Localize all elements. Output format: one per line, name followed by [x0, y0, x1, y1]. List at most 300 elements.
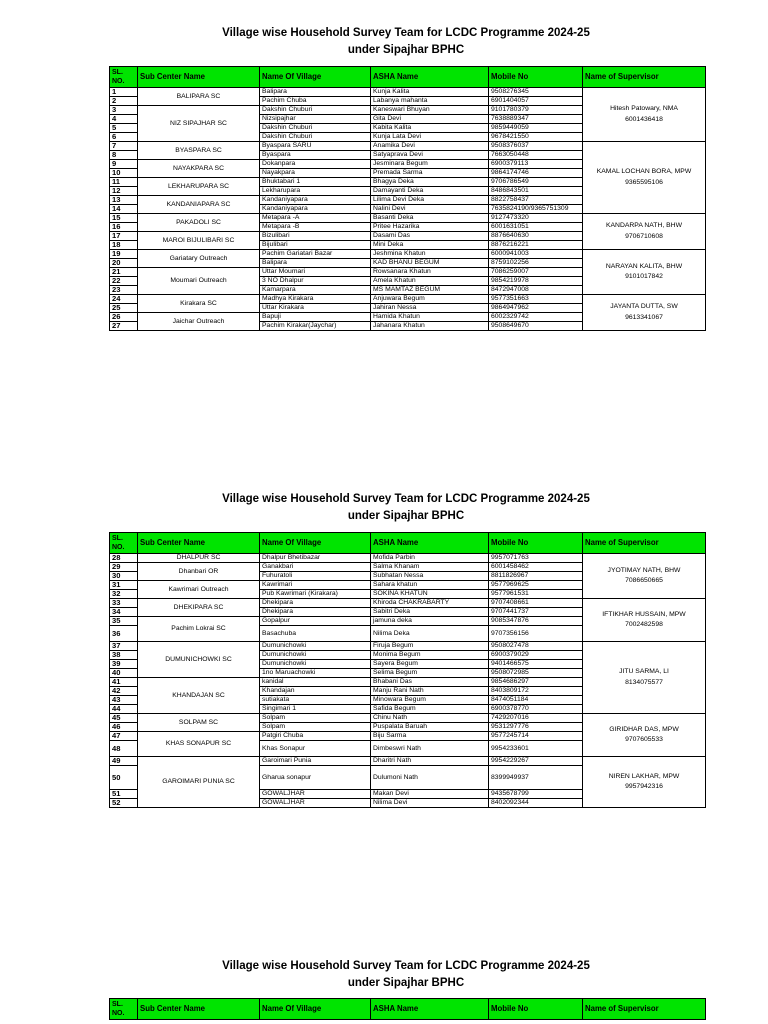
header-sl-no: SL. NO. [110, 999, 138, 1020]
supervisor-name: KAMAL LOCHAN BORA, MPW [596, 168, 692, 175]
supervisor-name: GIRIDHAR DAS, MPW [609, 725, 679, 733]
village-name: Dumunichowki [260, 651, 371, 660]
mobile-number: 9854219978 [489, 277, 583, 286]
sl-number: 19 [110, 250, 138, 259]
village-name: Pachim Chuba [260, 97, 371, 106]
supervisor-name: Hitesh Patowary, NMA [610, 105, 678, 112]
mobile-number: 8811826967 [489, 572, 583, 581]
asha-name: Sayera Begum [371, 660, 489, 669]
supervisor-cell [583, 642, 706, 714]
village-name: Bapuji [260, 313, 371, 322]
village-name: Madhya Kirakara [260, 295, 371, 304]
sl-number: 18 [110, 241, 138, 250]
table-row [110, 142, 706, 151]
survey-table-2 [109, 532, 706, 808]
mobile-number: 9954229267 [489, 757, 583, 766]
asha-name: Pritee Hazarika [371, 223, 489, 232]
mobile-number: 9508649670 [489, 322, 583, 331]
mobile-number: 8402092344 [489, 799, 583, 808]
mobile-number: 9859449059 [489, 124, 583, 133]
mobile-number: 9508027478 [489, 642, 583, 651]
village-name: Byaspara [260, 151, 371, 160]
sl-number: 52 [110, 799, 138, 808]
sl-number: 36 [110, 626, 138, 642]
sub-center-name: NAYAKPARA SC [138, 160, 260, 178]
sl-number: 12 [110, 187, 138, 196]
sub-center-name: PAKADOLI SC [138, 214, 260, 232]
mobile-number: 9508276345 [489, 88, 583, 97]
sl-number: 14 [110, 205, 138, 214]
mobile-number: 9508072985 [489, 669, 583, 678]
mobile-number: 6900379113 [489, 160, 583, 169]
header-sl-no: SL. NO. [110, 67, 138, 88]
sl-number: 21 [110, 268, 138, 277]
table-row [110, 599, 706, 608]
sub-center-name: NIZ SIPAJHAR SC [138, 106, 260, 142]
supervisor-cell [583, 554, 706, 599]
village-name: Dakshin Chuburi [260, 106, 371, 115]
asha-name: Mofida Parbin [371, 554, 489, 563]
village-name: Gopalpur [260, 617, 371, 626]
section-3-title-line2: under Sipajhar BPHC [347, 977, 465, 989]
sl-number: 13 [110, 196, 138, 205]
sl-number: 16 [110, 223, 138, 232]
asha-name: Jesminara Begum [371, 160, 489, 169]
sub-center-name: Kawrimari Outreach [138, 581, 260, 599]
supervisor-cell [583, 250, 706, 295]
sl-number: 31 [110, 581, 138, 590]
village-name: GOWALJHAR [260, 790, 371, 799]
asha-name: Dulumoni Nath [371, 766, 489, 790]
sl-number: 40 [110, 669, 138, 678]
village-name: Dokanpara [260, 160, 371, 169]
sl-number: 49 [110, 757, 138, 766]
sl-number: 43 [110, 696, 138, 705]
section-1-title-line1: Village wise Household Survey Team for LCDC Programme 2024-25 [222, 27, 590, 39]
asha-name: Premada Sarma [371, 169, 489, 178]
sl-number: 20 [110, 259, 138, 268]
village-name: kanidal [260, 678, 371, 687]
sl-number: 22 [110, 277, 138, 286]
sub-center-name: Moumari Outreach [138, 268, 260, 295]
asha-name: MS MAMTAZ BEGUM [371, 286, 489, 295]
supervisor-phone: 6001436418 [625, 115, 663, 123]
sub-center-name: DHALPUR SC [138, 554, 260, 563]
village-name: Balipara [260, 88, 371, 97]
header-supervisor: Name of Supervisor [583, 999, 706, 1020]
mobile-number: 8822758437 [489, 196, 583, 205]
section-2-title-line1: Village wise Household Survey Team for LCDC Programme 2024-25 [222, 493, 590, 505]
header-mobile: Mobile No [489, 533, 583, 554]
mobile-number: 7663050448 [489, 151, 583, 160]
sub-center-name: Pachim Lokrai SC [138, 617, 260, 642]
asha-name: Salma Khanam [371, 563, 489, 572]
asha-name: Gita Devi [371, 115, 489, 124]
asha-name: Satyaprava Devi [371, 151, 489, 160]
supervisor-cell [583, 714, 706, 757]
supervisor-name: KANDARPA NATH, BHW [605, 222, 683, 229]
mobile-number: 9864174746 [489, 169, 583, 178]
mobile-number: 9101780379 [489, 106, 583, 115]
village-name: Patgiri Chuba [260, 732, 371, 741]
sl-number: 27 [110, 322, 138, 331]
supervisor-phone: 9957942316 [625, 783, 663, 790]
village-name: Kandaniyapara [260, 205, 371, 214]
asha-name: KAD BHANU BEGUM [371, 259, 489, 268]
supervisor-cell [583, 757, 706, 808]
mobile-number: 9508376037 [489, 142, 583, 151]
header-supervisor: Name of Supervisor [583, 67, 706, 88]
header-sub-center: Sub Center Name [138, 999, 260, 1020]
asha-name: Nilima Devi [371, 799, 489, 808]
sl-number: 51 [110, 790, 138, 799]
sub-center-name: KHANDAJAN SC [138, 678, 260, 714]
village-name: Metapara -B [260, 223, 371, 232]
village-name: Byaspara SARU [260, 142, 371, 151]
village-name: Uttar Kirakara [260, 304, 371, 313]
mobile-number: 6900378770 [489, 705, 583, 714]
supervisor-cell [583, 88, 706, 142]
village-name: Gharua sonapur [260, 766, 371, 790]
table-row [110, 642, 706, 651]
village-name: Balipara [260, 259, 371, 268]
asha-name: Puspalata Baruah [371, 723, 489, 732]
sl-number: 3 [110, 106, 138, 115]
village-name: Bizulibari [260, 232, 371, 241]
mobile-number: 9957071763 [489, 554, 583, 563]
header-village: Name Of Village [260, 533, 371, 554]
asha-name: Lilima Devi Deka [371, 196, 489, 205]
village-name: Singimari 1 [260, 705, 371, 714]
asha-name: Nilima Deka [371, 626, 489, 642]
mobile-number: 8403809172 [489, 687, 583, 696]
sl-number: 45 [110, 714, 138, 723]
village-name: sutiakata [260, 696, 371, 705]
sub-center-name: KHAS SONAPUR SC [138, 732, 260, 757]
supervisor-phone: 8134075577 [625, 678, 663, 686]
village-name: Nayakpara [260, 169, 371, 178]
mobile-number: 8399949937 [489, 766, 583, 790]
mobile-number: 9577245714 [489, 732, 583, 741]
mobile-number: 9707408661 [489, 599, 583, 608]
sub-center-name: BYASPARA SC [138, 142, 260, 160]
asha-name: Sahara khatun [371, 581, 489, 590]
village-name: Bijulibari [260, 241, 371, 250]
asha-name: Makan Devi [371, 790, 489, 799]
asha-name: Basanti Deka [371, 214, 489, 223]
header-village: Name Of Village [260, 67, 371, 88]
village-name: Pachim Kirakar(Jaychar) [260, 322, 371, 331]
village-name: Lekharupara [260, 187, 371, 196]
village-name: Basachuba [260, 626, 371, 642]
asha-name: Sabitri Deka [371, 608, 489, 617]
mobile-number: 9707441737 [489, 608, 583, 617]
asha-name: jamuna deka [371, 617, 489, 626]
section-2-title [0, 491, 768, 525]
mobile-number: 6001458462 [489, 563, 583, 572]
section-3-title-line1: Village wise Household Survey Team for LCDC Programme 2024-25 [222, 960, 590, 972]
asha-name: Minowara Begum [371, 696, 489, 705]
village-name: Bhuktabari 1 [260, 178, 371, 187]
sl-number: 32 [110, 590, 138, 599]
sl-number: 7 [110, 142, 138, 151]
village-name: GOWALJHAR [260, 799, 371, 808]
sl-number: 35 [110, 617, 138, 626]
sub-center-name: GAROIMARI PUNIA SC [138, 757, 260, 808]
supervisor-phone: 9707605533 [625, 736, 663, 743]
header-supervisor: Name of Supervisor [583, 533, 706, 554]
mobile-number: 8876640630 [489, 232, 583, 241]
mobile-number: 6001631051 [489, 223, 583, 232]
village-name: Dumunichowki [260, 642, 371, 651]
survey-table-3 [109, 998, 706, 1020]
asha-name: Bhabani Das [371, 678, 489, 687]
asha-name: Firuja Begum [371, 642, 489, 651]
asha-name: Rowsanara Khatun [371, 268, 489, 277]
sl-number: 38 [110, 651, 138, 660]
sl-number: 9 [110, 160, 138, 169]
village-name: Ganakbari [260, 563, 371, 572]
village-name: Garoimari Punia [260, 757, 371, 766]
village-name: Dhekipara [260, 608, 371, 617]
asha-name: Safida Begum [371, 705, 489, 714]
sl-number: 5 [110, 124, 138, 133]
supervisor-cell [583, 142, 706, 214]
asha-name: Jahiran Nessa [371, 304, 489, 313]
mobile-number: 9127473320 [489, 214, 583, 223]
sl-number: 33 [110, 599, 138, 608]
asha-name: Jahanara Khatun [371, 322, 489, 331]
sl-number: 34 [110, 608, 138, 617]
mobile-number: 9854686297 [489, 678, 583, 687]
village-name: Khas Sonapur [260, 741, 371, 757]
sl-number: 44 [110, 705, 138, 714]
asha-name: Mini Deka [371, 241, 489, 250]
sl-number: 30 [110, 572, 138, 581]
sl-number: 1 [110, 88, 138, 97]
supervisor-phone: 9613341067 [625, 313, 663, 321]
section-1-title [0, 25, 768, 59]
sl-number: 26 [110, 313, 138, 322]
supervisor-name: JITU SARMA, LI [619, 668, 669, 675]
sl-number: 24 [110, 295, 138, 304]
section-2-title-line2: under Sipajhar BPHC [347, 510, 465, 522]
supervisor-cell [583, 295, 706, 331]
header-asha: ASHA Name [371, 67, 489, 88]
sl-number: 15 [110, 214, 138, 223]
mobile-number: 8472947008 [489, 286, 583, 295]
supervisor-cell [583, 214, 706, 250]
mobile-number: 8474051184 [489, 696, 583, 705]
supervisor-name: JYOTIMAY NATH, BHW [607, 566, 681, 574]
header-mobile: Mobile No [489, 999, 583, 1020]
asha-name: Chinu Nath [371, 714, 489, 723]
asha-name: Anamika Devi [371, 142, 489, 151]
supervisor-name: IFTIKHAR HUSSAIN, MPW [602, 610, 686, 618]
asha-name: Khiroda CHAKRABARTY [371, 599, 489, 608]
mobile-number: 6000941003 [489, 250, 583, 259]
sl-number: 11 [110, 178, 138, 187]
supervisor-name: JAYANTA DUTTA, SW [610, 303, 678, 310]
asha-name: Dharitri Nath [371, 757, 489, 766]
sl-number: 48 [110, 741, 138, 757]
village-name: Solpam [260, 714, 371, 723]
sub-center-name: DUMUNICHOWKI SC [138, 642, 260, 678]
header-asha: ASHA Name [371, 999, 489, 1020]
village-name: Dakshin Chuburi [260, 124, 371, 133]
mobile-number: 9864947962 [489, 304, 583, 313]
sl-number: 2 [110, 97, 138, 106]
mobile-number: 6901404057 [489, 97, 583, 106]
village-name: Nizsipajhar [260, 115, 371, 124]
village-name: Kawrimari [260, 581, 371, 590]
supervisor-cell [583, 599, 706, 642]
asha-name: Damayanti Deka [371, 187, 489, 196]
mobile-number: 7638889347 [489, 115, 583, 124]
table-row [110, 757, 706, 766]
sub-center-name: MAROI BIJULIBARI SC [138, 232, 260, 250]
header-sub-center: Sub Center Name [138, 67, 260, 88]
supervisor-phone: 9365595106 [625, 178, 663, 186]
header-village: Name Of Village [260, 999, 371, 1020]
village-name: Dakshin Chuburi [260, 133, 371, 142]
header-row [110, 67, 706, 88]
sl-number: 46 [110, 723, 138, 732]
asha-name: Jeshmina Khatun [371, 250, 489, 259]
mobile-number: 6900379029 [489, 651, 583, 660]
sub-center-name: KANDANIAPARA SC [138, 196, 260, 214]
mobile-number: 9706786549 [489, 178, 583, 187]
header-sub-center: Sub Center Name [138, 533, 260, 554]
table-row [110, 554, 706, 563]
section-3-title [0, 958, 768, 992]
asha-name: SOKINA KHATUN [371, 590, 489, 599]
mobile-number: 9707356156 [489, 626, 583, 642]
mobile-number: 7635824190/9365751309 [489, 205, 583, 214]
supervisor-phone: 9101017842 [625, 273, 663, 280]
sl-number: 29 [110, 563, 138, 572]
sl-number: 39 [110, 660, 138, 669]
table-row [110, 214, 706, 223]
asha-name: Biju Sarma [371, 732, 489, 741]
table-row [110, 250, 706, 259]
mobile-number: 9577969625 [489, 581, 583, 590]
asha-name: Kaneswari Bhuyan [371, 106, 489, 115]
village-name: 3 NO Dhalpur [260, 277, 371, 286]
table-row [110, 714, 706, 723]
mobile-number: 9401466575 [489, 660, 583, 669]
sl-number: 17 [110, 232, 138, 241]
sl-number: 41 [110, 678, 138, 687]
mobile-number: 8876216221 [489, 241, 583, 250]
asha-name: Kunja Lata Devi [371, 133, 489, 142]
mobile-number: 9678421550 [489, 133, 583, 142]
mobile-number: 8759102256 [489, 259, 583, 268]
village-name: Pachim Gariatari Bazar [260, 250, 371, 259]
mobile-number: 9085347876 [489, 617, 583, 626]
asha-name: Manju Rani Nath [371, 687, 489, 696]
supervisor-name: NIREN LAKHAR, MPW [608, 772, 680, 780]
header-row [110, 533, 706, 554]
village-name: Khandajan [260, 687, 371, 696]
sl-number: 23 [110, 286, 138, 295]
asha-name: Anjuwara Begum [371, 295, 489, 304]
village-name: Kandaniyapara [260, 196, 371, 205]
sub-center-name: Jaichar Outreach [138, 313, 260, 331]
table-row [110, 88, 706, 97]
asha-name: Hamida Khatun [371, 313, 489, 322]
asha-name: Dasami Das [371, 232, 489, 241]
mobile-number: 9954233601 [489, 741, 583, 757]
asha-name: Monima Begum [371, 651, 489, 660]
table-row [110, 295, 706, 304]
sub-center-name: Dhanbari OR [138, 563, 260, 581]
village-name: Pub Kawrimari (Kirakara) [260, 590, 371, 599]
mobile-number: 7429207016 [489, 714, 583, 723]
sub-center-name: Kirakara SC [138, 295, 260, 313]
header-mobile: Mobile No [489, 67, 583, 88]
village-name: Dhekipara [260, 599, 371, 608]
mobile-number: 9435678799 [489, 790, 583, 799]
mobile-number: 8486843501 [489, 187, 583, 196]
mobile-number: 9577961531 [489, 590, 583, 599]
sl-number: 4 [110, 115, 138, 124]
village-name: 1no Maruachowki [260, 669, 371, 678]
village-name: Dhalpur Bhetibazar [260, 554, 371, 563]
survey-table-1 [109, 66, 706, 331]
asha-name: Kunja Kalita [371, 88, 489, 97]
mobile-number: 7086259007 [489, 268, 583, 277]
header-asha: ASHA Name [371, 533, 489, 554]
sl-number: 47 [110, 732, 138, 741]
supervisor-phone: 7086650665 [625, 577, 663, 584]
asha-name: Kabita Kalita [371, 124, 489, 133]
mobile-number: 6002329742 [489, 313, 583, 322]
asha-name: Nalini Devi [371, 205, 489, 214]
mobile-number: 9531297776 [489, 723, 583, 732]
village-name: Solpam [260, 723, 371, 732]
asha-name: Dimbeswri Nath [371, 741, 489, 757]
sl-number: 28 [110, 554, 138, 563]
asha-name: Amela Khatun [371, 277, 489, 286]
header-row [110, 999, 706, 1020]
sub-center-name: SOLPAM SC [138, 714, 260, 732]
mobile-number: 9577351663 [489, 295, 583, 304]
header-sl-no: SL. NO. [110, 533, 138, 554]
asha-name: Subhatan Nessa [371, 572, 489, 581]
sl-number: 25 [110, 304, 138, 313]
section-1-title-line2: under Sipajhar BPHC [347, 44, 465, 56]
sl-number: 10 [110, 169, 138, 178]
sub-center-name: DHEKIPARA SC [138, 599, 260, 617]
village-name: Dumunichowki [260, 660, 371, 669]
sub-center-name: LEKHARUPARA SC [138, 178, 260, 196]
supervisor-phone: 9706710608 [625, 232, 663, 240]
sl-number: 42 [110, 687, 138, 696]
supervisor-phone: 7002482598 [625, 621, 663, 628]
sl-number: 50 [110, 766, 138, 790]
asha-name: Bhagya Deka [371, 178, 489, 187]
village-name: Uttar Moumari [260, 268, 371, 277]
sub-center-name: Gariatary Outreach [138, 250, 260, 268]
asha-name: Labanya mahanta [371, 97, 489, 106]
village-name: Metapara -A [260, 214, 371, 223]
sl-number: 8 [110, 151, 138, 160]
sl-number: 6 [110, 133, 138, 142]
sl-number: 37 [110, 642, 138, 651]
supervisor-name: NARAYAN KALITA, BHW [605, 262, 683, 270]
village-name: Fuhuratoli [260, 572, 371, 581]
